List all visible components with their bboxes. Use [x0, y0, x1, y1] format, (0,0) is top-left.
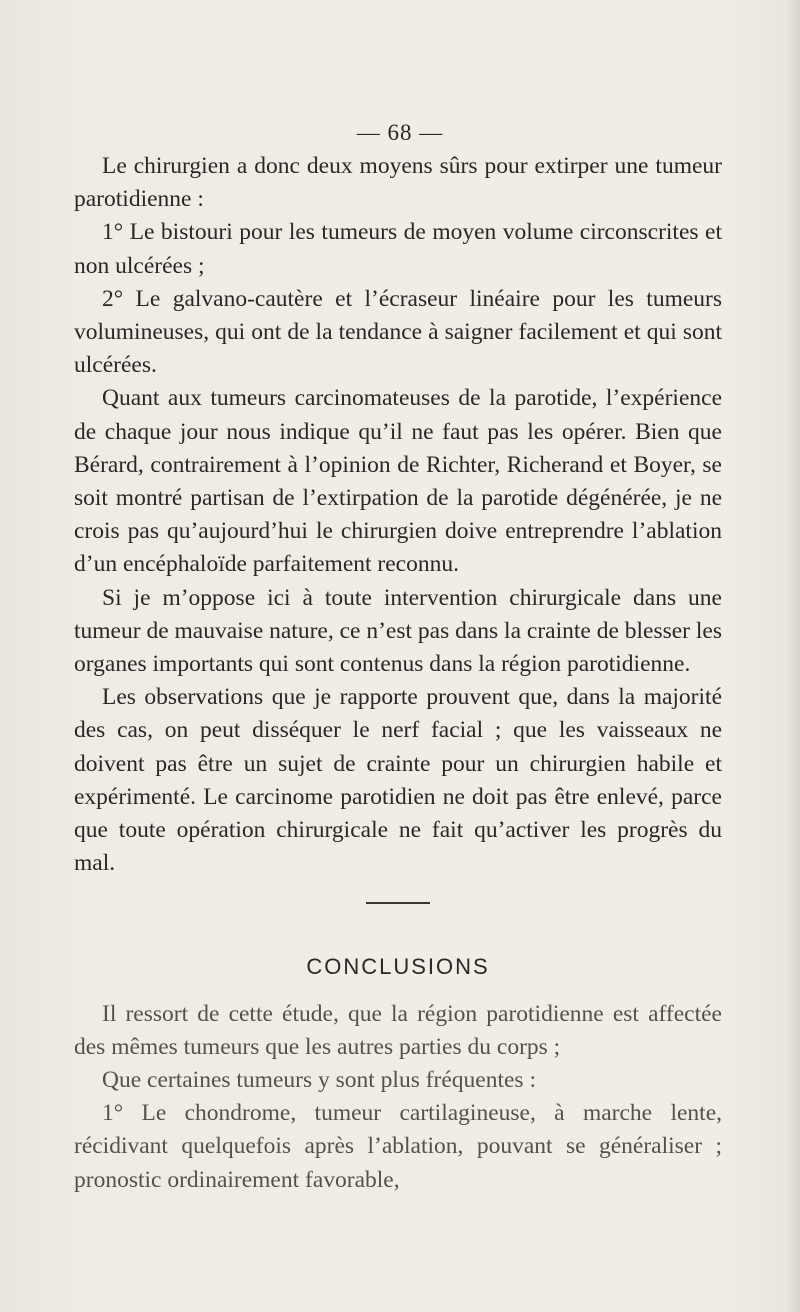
paragraph-intervention: Si je m’oppose ici à toute intervention chirurgicale dans une tumeur de mauvaise nature, ce n’est pas dans la crainte de blesser les organes importants qui sont contenus dans la région parotidienne. — [74, 584, 722, 678]
conclusion-paragraph-3: 1° Le chondrome, tumeur cartilagineuse, à marche lente, récidivant quelquefois après l’ablation, pouvant se généraliser ; pronostic ordinairement favorable, — [74, 1100, 722, 1193]
section-divider — [366, 902, 430, 904]
conclusion-paragraph-2: Que certaines tumeurs y sont plus fréquentes : — [102, 1067, 536, 1094]
conclusions-heading: CONCLUSIONS — [306, 954, 490, 980]
paragraph-observations: Les observations que je rapporte prouvent que, dans la majorité des cas, on peut disséquer le nerf facial ; que les vaisseaux ne doivent pas être un sujet de crainte pour un chirurgien habile et expérimenté. Le carcinome parotidien ne doit pas être enlevé, parce que toute opération chirurgicale ne fait qu’activer les progrès du mal. — [74, 684, 722, 877]
body-text — [74, 150, 722, 1197]
page-number: — 68 — — [356, 120, 444, 145]
page-edge-shadow — [786, 0, 800, 1312]
conclusion-paragraph-1: Il ressort de cette étude, que la région parotidienne est affectée des mêmes tumeurs que les autres parties du corps ; — [74, 1000, 722, 1060]
paragraph-intro: Le chirurgien a donc deux moyens sûrs pour extirper une tumeur parotidienne : — [74, 153, 722, 213]
paragraph-item-1: 1° Le bistouri pour les tumeurs de moyen volume circonscrites et non ulcérées ; — [74, 219, 722, 279]
paragraph-item-2: 2° Le galvano-cautère et l’écraseur linéaire pour les tumeurs volumineuses, qui ont de la tendance à saigner facilement et qui sont ulcérées. — [74, 285, 722, 379]
paragraph-carcinoma: Quant aux tumeurs carcinomateuses de la parotide, l’expérience de chaque jour nous indique qu’il ne faut pas les opérer. Bien que Bérard, contrairement à l’opinion de Richter, Richerand et Boyer, se soit montré partisan de l’extirpation de la parotide dégénérée, je ne crois pas qu’aujourd’hui le chirurgien doive entreprendre l’ablation d’un encéphaloïde parfaitement reconnu. — [74, 385, 722, 578]
